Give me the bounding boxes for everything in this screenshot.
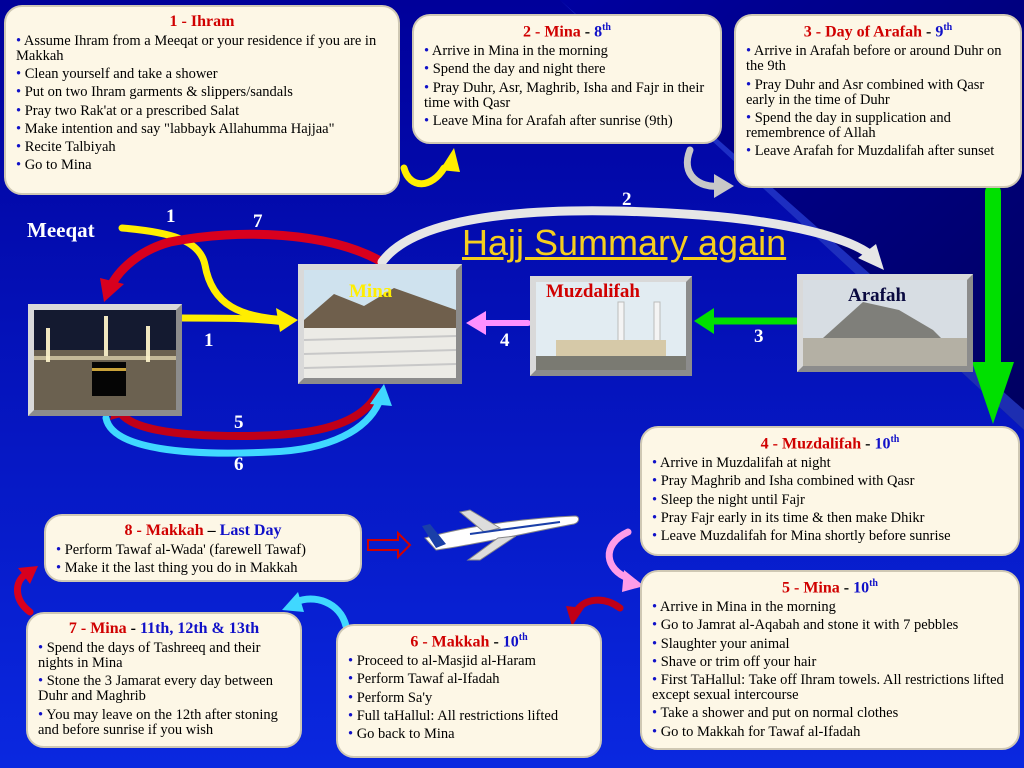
list-item: • Go to Mina bbox=[16, 158, 388, 173]
step-heading: 3 - Day of Arafah - 9th bbox=[803, 22, 953, 41]
list-item: • Go to Jamrat al-Aqabah and stone it with 7 pebbles bbox=[652, 618, 1008, 633]
step-heading: 4 - Muzdalifah - 10th bbox=[760, 434, 900, 453]
step-heading: 7 - Mina - 11th, 12th & 13th bbox=[68, 620, 260, 637]
list-item: • Go back to Mina bbox=[348, 727, 590, 742]
step-list bbox=[16, 34, 388, 174]
step-heading: 2 - Mina - 8th bbox=[522, 22, 611, 41]
step-list bbox=[38, 641, 290, 738]
step-box-3 bbox=[734, 14, 1022, 188]
list-item: • Make it the last thing you do in Makkah bbox=[56, 561, 350, 576]
list-item: • Leave Mina for Arafah after sunrise (9th) bbox=[424, 114, 710, 129]
list-item: • Put on two Ihram garments & slippers/sandals bbox=[16, 85, 388, 100]
step-number: 1 bbox=[204, 330, 214, 351]
list-item: • Clean yourself and take a shower bbox=[16, 67, 388, 82]
step-heading: 5 - Mina - 10th bbox=[781, 578, 878, 597]
step-heading: 1 - Ihram bbox=[169, 13, 235, 30]
place-label-muzdalifah: Muzdalifah bbox=[546, 281, 640, 302]
place-label-mina: Mina bbox=[349, 281, 393, 302]
list-item: • Spend the day and night there bbox=[424, 62, 710, 77]
list-item: • Spend the day in supplication and remembrence of Allah bbox=[746, 111, 1010, 141]
list-item: • Full taHallul: All restrictions lifted bbox=[348, 709, 590, 724]
list-item: • Take a shower and put on normal clothes bbox=[652, 706, 1008, 721]
place-label-arafah: Arafah bbox=[848, 285, 907, 306]
list-item: • Pray Duhr, Asr, Maghrib, Isha and Fajr in their time with Qasr bbox=[424, 81, 710, 111]
step-list bbox=[56, 543, 350, 576]
list-item: • Perform Sa'y bbox=[348, 691, 590, 706]
list-item: • Arrive in Muzdalifah at night bbox=[652, 456, 1008, 471]
list-item: • Pray two Rak'at or a prescribed Salat bbox=[16, 104, 388, 119]
list-item: • Sleep the night until Fajr bbox=[652, 493, 1008, 508]
step-box-5 bbox=[640, 570, 1020, 750]
list-item: • You may leave on the 12th after stoning and before sunrise if you wish bbox=[38, 708, 290, 738]
list-item: • Pray Maghrib and Isha combined with Qasr bbox=[652, 474, 1008, 489]
list-item: • Arrive in Arafah before or around Duhr on the 9th bbox=[746, 44, 1010, 74]
step-number: 5 bbox=[234, 412, 244, 433]
step-list bbox=[424, 44, 710, 129]
step-box-7 bbox=[26, 612, 302, 748]
step-heading: 8 - Makkah – Last Day bbox=[124, 522, 282, 539]
list-item: • Pray Fajr early in its time & then make Dhikr bbox=[652, 511, 1008, 526]
step-box-2 bbox=[412, 14, 722, 144]
page-title: Hajj Summary again bbox=[462, 222, 787, 263]
list-item: • Shave or trim off your hair bbox=[652, 655, 1008, 670]
list-item: • Arrive in Mina in the morning bbox=[652, 600, 1008, 615]
step-box-4 bbox=[640, 426, 1020, 556]
list-item: • Perform Tawaf al-Ifadah bbox=[348, 672, 590, 687]
list-item: • Perform Tawaf al-Wada' (farewell Tawaf) bbox=[56, 543, 350, 558]
step-heading: 6 - Makkah - 10th bbox=[410, 632, 528, 651]
list-item: • Proceed to al-Masjid al-Haram bbox=[348, 654, 590, 669]
step-box-1 bbox=[4, 5, 400, 195]
list-item: • Assume Ihram from a Meeqat or your residence if you are in Makkah bbox=[16, 34, 388, 64]
step-number: 4 bbox=[500, 330, 510, 351]
step-box-8 bbox=[44, 514, 362, 582]
step-number: 6 bbox=[234, 454, 244, 475]
photo-makkah-kaaba bbox=[28, 304, 182, 416]
step-list bbox=[652, 456, 1008, 544]
list-item: • Pray Duhr and Asr combined with Qasr early in the time of Duhr bbox=[746, 78, 1010, 108]
step-list bbox=[652, 600, 1008, 740]
step-box-6 bbox=[336, 624, 602, 758]
step-number: 1 bbox=[166, 206, 176, 227]
list-item: • Make intention and say "labbayk Allahumma Hajjaa" bbox=[16, 122, 388, 137]
list-item: • Spend the days of Tashreeq and their nights in Mina bbox=[38, 641, 290, 671]
list-item: • Slaughter your animal bbox=[652, 637, 1008, 652]
arrow-makkah-to-mina bbox=[180, 318, 286, 322]
step-number: 2 bbox=[622, 189, 632, 210]
list-item: • Stone the 3 Jamarat every day between Duhr and Maghrib bbox=[38, 674, 290, 704]
place-label-meeqat: Meeqat bbox=[27, 218, 95, 242]
step-number: 3 bbox=[754, 326, 764, 347]
list-item: • First TaHallul: Take off Ihram towels. All restrictions lifted except sexual intercourse bbox=[652, 673, 1008, 703]
step-list bbox=[746, 44, 1010, 160]
list-item: • Go to Makkah for Tawaf al-Ifadah bbox=[652, 725, 1008, 740]
step-list bbox=[348, 654, 590, 742]
list-item: • Recite Talbiyah bbox=[16, 140, 388, 155]
list-item: • Leave Muzdalifah for Mina shortly before sunrise bbox=[652, 529, 1008, 544]
list-item: • Leave Arafah for Muzdalifah after sunset bbox=[746, 144, 1010, 159]
step-number: 7 bbox=[253, 211, 263, 232]
list-item: • Arrive in Mina in the morning bbox=[424, 44, 710, 59]
